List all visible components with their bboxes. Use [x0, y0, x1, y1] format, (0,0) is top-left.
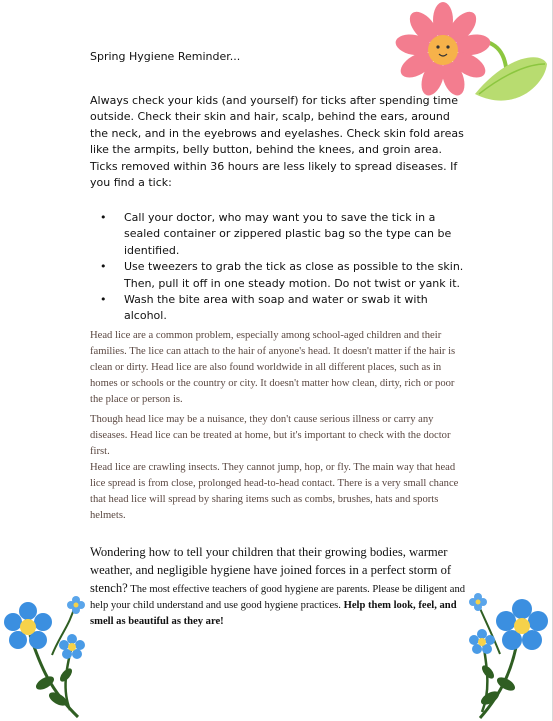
list-item-text: Wash the bite area with soap and water or swab it with alcohol.: [124, 293, 428, 323]
lice-paragraph-2: Though head lice may be a nuisance, they don't cause serious illness or carry any diseases. Head lice can be treated at home, but it's important to check with the doctor first.: [90, 414, 451, 457]
list-item: [90, 210, 470, 259]
closing-paragraph: [90, 544, 470, 630]
list-item: [90, 292, 470, 325]
bullet-icon: •: [100, 211, 107, 224]
list-item-text: Call your doctor, who may want you to save the tick in a sealed container or zippered plastic bag so the type can be identified.: [124, 211, 452, 257]
list-item: [90, 259, 470, 292]
closing-bold: Help them look, feel, and smell as beautiful as they are!: [90, 600, 457, 627]
lice-paragraph-1: Head lice are a common problem, especially among school-aged children and their families. The lice can attach to the hair of anyone's head. It doesn't matter if the hair is clean or dirty. Head lice are also found worldwide in all different places, such as in homes or schools or the country or city. It doesn't matter how clean, dirty, rich or poor the place or person is.: [90, 330, 456, 405]
closing-body: The most effective teachers of good hygiene are parents. Please be diligent and help your child understand and use good hygiene practices.: [90, 584, 466, 611]
lice-paragraph-3: Head lice are crawling insects. They cannot jump, hop, or fly. The main way that head lice spread is from close, prolonged head-to-head contact. There is a very small chance that head lice will spread by sharing items such as combs, brushes, hats and sports helmets.: [90, 462, 459, 521]
closing-lead: Wondering how to tell your children that their growing bodies, warmer weather, and negligible hygiene have joined forces in a perfect storm of stench?: [90, 545, 452, 595]
bullet-icon: •: [100, 260, 107, 274]
list-item-text: Use tweezers to grab the tick as close as possible to the skin. Then, pull it off in one steady motion. Do not twist or yank it.: [124, 260, 464, 290]
page-title: Spring Hygiene Reminder...: [90, 50, 241, 63]
blue-flowers-right-icon: [458, 592, 553, 721]
tick-steps-list: [90, 210, 470, 325]
bullet-icon: •: [100, 293, 107, 307]
tick-intro-paragraph: Always check your kids (and yourself) for ticks after spending time outside. Check their skin and hair, scalp, behind the ears, around the neck, and in the eyebrows and eyelashes. Check skin fold areas like the armpits, belly button, behind the knees, and groin area. Ticks removed within 36 hours are less likely to spread diseases. If you find a tick:: [90, 94, 464, 190]
